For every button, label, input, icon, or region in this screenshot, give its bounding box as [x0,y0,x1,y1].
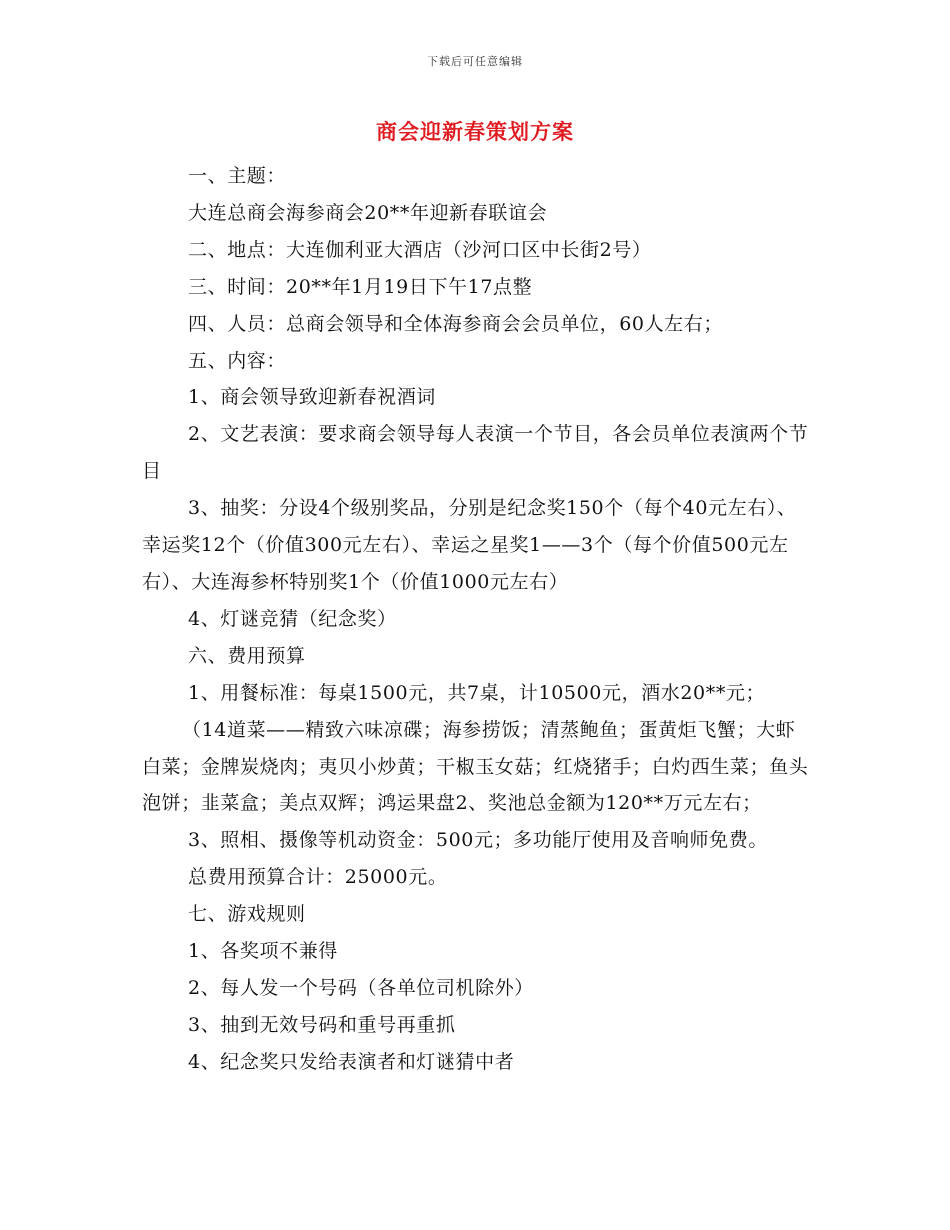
content-item-3: 3、抽奖：分设4个级别奖品，分别是纪念奖150个（每个40元左右）、幸运奖12个（价值300元左右）、幸运之星奖1——3个（每个价值500元左右）、大连海参杯特别奖1个（价值1000元左右） [142,497,797,593]
header-note: 下载后可任意编辑 [427,55,523,68]
document-title: 商会迎新春策划方案 [376,119,574,144]
rule-item-4: 4、纪念奖只发给表演者和灯谜猜中者 [188,1050,515,1073]
section-heading-content: 五、内容： [188,349,287,372]
budget-menu-details: （14道菜——精致六味凉碟；海参捞饭；清蒸鲍鱼；蛋黄炬飞蟹；大虾白菜；金牌炭烧肉；夷贝小炒黄；干椒玉女菇；红烧猪手；白灼西生菜；鱼头泡饼；韭菜盒；美点双辉；鸿运果盘2、奖池总金额为120**万元左右； [142,718,809,815]
section-time: 三、时间：20**年1月19日下午17点整 [188,275,533,298]
rule-item-1: 1、各奖项不兼得 [188,940,338,963]
document-body [142,158,812,1081]
section-heading-budget: 六、费用预算 [188,644,306,667]
content-item-4: 4、灯谜竞猜（纪念奖） [188,607,397,630]
section-location: 二、地点：大连伽利亚大酒店（沙河口区中长街2号） [188,238,652,261]
rule-item-2: 2、每人发一个号码（各单位司机除外） [188,976,534,999]
section-heading-rules: 七、游戏规则 [188,903,306,926]
budget-total: 总费用预算合计：25000元。 [188,866,448,889]
section-heading-theme: 一、主题： [188,165,287,187]
rule-item-3: 3、抽到无效号码和重号再重抓 [188,1013,456,1036]
budget-item-1: 1、用餐标准：每桌1500元，共7桌，计10500元，酒水20**元； [188,681,766,704]
section-attendees: 四、人员：总商会领导和全体海参商会会员单位，60人左右； [188,312,723,335]
budget-item-3: 3、照相、摄像等机动资金：500元；多功能厅使用及音响师免费。 [188,829,768,852]
content-item-2: 2、文艺表演：要求商会领导每人表演一个节目，各会员单位表演两个节目 [142,423,809,483]
content-item-1: 1、商会领导致迎新春祝酒词 [188,386,436,409]
theme-text: 大连总商会海参商会20**年迎新春联谊会 [188,201,548,224]
